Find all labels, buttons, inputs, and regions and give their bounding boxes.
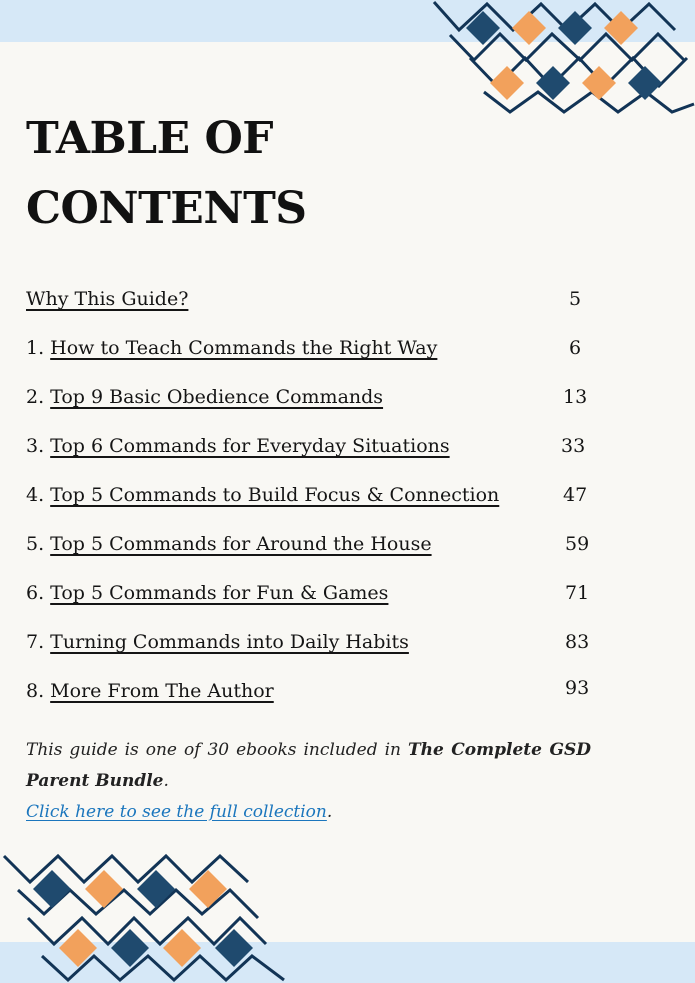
bundle-note <box>26 735 591 828</box>
bundle-note-text: This guide is one of 30 ebooks included in <box>26 740 408 760</box>
toc-link-chapter-4[interactable]: Top 5 Commands to Build Focus & Connection <box>50 484 500 506</box>
link-period: . <box>326 802 333 822</box>
toc-entry-chapter-3 <box>26 429 606 478</box>
page-title <box>26 104 307 244</box>
toc-chapter-number: 6. <box>26 582 51 604</box>
table-of-contents <box>26 282 606 723</box>
toc-page-number: 5 <box>569 288 582 310</box>
toc-entry-chapter-8 <box>26 674 606 723</box>
toc-entry-chapter-4 <box>26 478 606 527</box>
toc-entry-chapter-7 <box>26 625 606 674</box>
full-collection-link[interactable]: Click here to see the full collection <box>26 802 327 822</box>
toc-link-chapter-8[interactable]: More From The Author <box>50 680 274 702</box>
toc-page-number: 13 <box>563 386 588 408</box>
toc-page-number: 33 <box>561 435 586 457</box>
diamond-pattern-icon <box>0 852 290 983</box>
toc-entry-why-this-guide <box>26 282 606 331</box>
toc-entry-chapter-2 <box>26 380 606 429</box>
toc-chapter-number: 3. <box>26 435 51 457</box>
toc-chapter-number: 4. <box>26 484 51 506</box>
page-title-line-1: TABLE OF <box>26 113 274 164</box>
toc-link-why-this-guide[interactable]: Why This Guide? <box>26 288 189 310</box>
bundle-note-period: . <box>163 771 169 791</box>
bundle-name: The Complete GSD Parent Bundle <box>26 740 591 791</box>
toc-link-chapter-6[interactable]: Top 5 Commands for Fun & Games <box>50 582 389 604</box>
toc-page-number: 93 <box>565 677 590 699</box>
toc-link-chapter-3[interactable]: Top 6 Commands for Everyday Situations <box>50 435 450 457</box>
toc-page-number: 6 <box>569 337 582 359</box>
page-title-line-2: CONTENTS <box>26 183 307 234</box>
toc-chapter-number: 8. <box>26 680 51 702</box>
toc-link-chapter-7[interactable]: Turning Commands into Daily Habits <box>50 631 409 653</box>
toc-chapter-number: 5. <box>26 533 51 555</box>
diamond-pattern-icon <box>430 0 695 115</box>
toc-chapter-number: 2. <box>26 386 51 408</box>
toc-page-number: 47 <box>563 484 588 506</box>
toc-page-number: 59 <box>565 533 590 555</box>
toc-entry-chapter-1 <box>26 331 606 380</box>
toc-chapter-number: 7. <box>26 631 51 653</box>
toc-link-chapter-1[interactable]: How to Teach Commands the Right Way <box>50 337 438 359</box>
toc-chapter-number: 1. <box>26 337 51 359</box>
toc-link-chapter-5[interactable]: Top 5 Commands for Around the House <box>50 533 432 555</box>
toc-entry-chapter-6 <box>26 576 606 625</box>
toc-link-chapter-2[interactable]: Top 9 Basic Obedience Commands <box>50 386 384 408</box>
toc-page-number: 71 <box>565 582 590 604</box>
toc-entry-chapter-5 <box>26 527 606 576</box>
toc-page-number: 83 <box>565 631 590 653</box>
